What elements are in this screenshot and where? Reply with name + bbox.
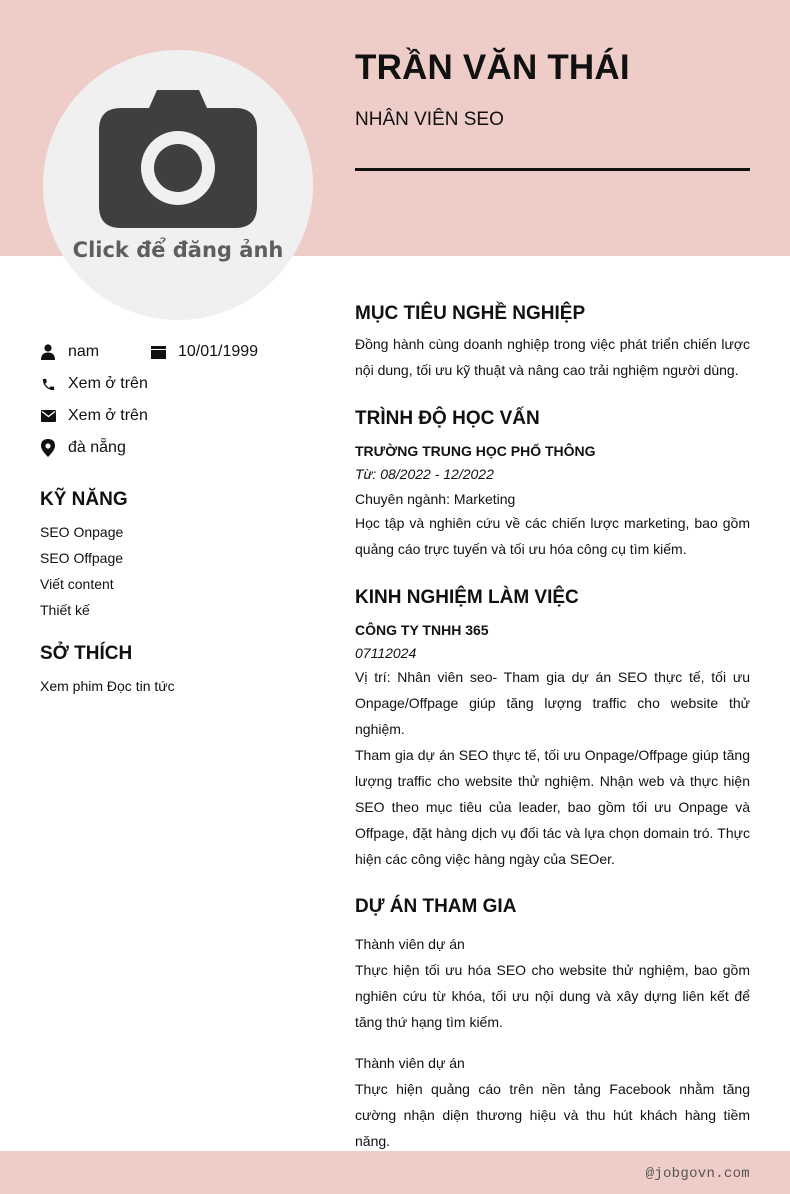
email-value: Xem ở trên xyxy=(68,407,148,424)
contact-gender xyxy=(40,343,99,361)
camera-icon xyxy=(97,88,259,230)
hobbies-heading: SỞ THÍCH xyxy=(40,643,133,664)
education-period: Từ: 08/2022 - 12/2022 xyxy=(355,466,494,482)
birthday-value: 10/01/1999 xyxy=(178,343,259,360)
education-major: Chuyên ngành: Marketing xyxy=(355,491,516,507)
hobbies-text: Xem phim Đọc tin tức xyxy=(40,678,175,694)
candidate-name: TRẦN VĂN THÁI xyxy=(355,48,630,87)
contact-phone xyxy=(40,375,148,393)
project-role: Thành viên dự án xyxy=(355,936,465,952)
contact-email xyxy=(40,407,148,425)
skill-item: Thiết kế xyxy=(40,602,90,618)
location-pin-icon xyxy=(40,440,56,456)
address-value: đà nẵng xyxy=(68,439,126,456)
title-divider xyxy=(355,168,750,171)
projects-section xyxy=(355,896,750,1154)
phone-icon xyxy=(40,376,56,392)
skill-item: Viết content xyxy=(40,576,114,592)
objective-section xyxy=(355,303,750,383)
experience-period: 07112024 xyxy=(355,645,417,661)
experience-heading: KINH NGHIỆM LÀM VIỆC xyxy=(355,587,579,608)
person-icon xyxy=(40,344,56,360)
education-section xyxy=(355,408,750,562)
experience-position: Vị trí: Nhân viên seo- Tham gia dự án SEO thực tế, tối ưu Onpage/Offpage giúp tăng lượng traffic cho website thử nghiệm. xyxy=(355,669,750,737)
project-description: Thực hiện tối ưu hóa SEO cho website thử nghiệm, bao gồm nghiên cứu từ khóa, tối ưu nội dung và xây dựng liên kết để tăng thứ hạng tìm kiếm. xyxy=(355,962,750,1030)
calendar-icon xyxy=(150,344,166,360)
projects-heading: DỰ ÁN THAM GIA xyxy=(355,896,517,917)
objective-text: Đồng hành cùng doanh nghiệp trong việc phát triển chiến lược nội dung, tối ưu kỹ thuật và nâng cao trải nghiệm người dùng. xyxy=(355,336,750,378)
skill-item: SEO Onpage xyxy=(40,524,124,540)
education-heading: TRÌNH ĐỘ HỌC VẤN xyxy=(355,408,540,429)
company-name: CÔNG TY TNHH 365 xyxy=(355,622,489,638)
avatar-upload[interactable] xyxy=(43,50,313,320)
contact-address xyxy=(40,439,126,457)
experience-section xyxy=(355,587,750,872)
job-title: NHÂN VIÊN SEO xyxy=(355,109,504,130)
experience-description: Tham gia dự án SEO thực tế, tối ưu Onpage/Offpage giúp tăng lượng traffic cho website thử nghiệm. Nhận web và thực hiện SEO theo mục tiêu của leader, bao gồm tối ưu Onpage và Offpage, đặt hàng dịch vụ đối tác và lựa chọn domain tró. Thực hiện các công việc hàng ngày của SEOer. xyxy=(355,747,750,867)
skills-heading: KỸ NĂNG xyxy=(40,489,128,510)
envelope-icon xyxy=(40,408,56,424)
skill-item: SEO Offpage xyxy=(40,550,124,566)
gender-value: nam xyxy=(68,343,100,360)
education-description: Học tập và nghiên cứu về các chiến lược marketing, bao gồm quảng cáo trực tuyến và tối ưu hóa công cụ tìm kiếm. xyxy=(355,515,750,557)
footer-watermark: @jobgovn.com xyxy=(645,1166,750,1182)
project-role: Thành viên dự án xyxy=(355,1055,465,1071)
contact-birthday xyxy=(150,343,258,361)
phone-value: Xem ở trên xyxy=(68,375,148,392)
school-name: TRƯỜNG TRUNG HỌC PHỔ THÔNG xyxy=(355,443,596,459)
footer-band xyxy=(0,1151,790,1194)
objective-heading: MỤC TIÊU NGHỀ NGHIỆP xyxy=(355,303,586,324)
project-description: Thực hiện quảng cáo trên nền tảng Facebook nhằm tăng cường nhận diện thương hiệu và thu hút khách hàng tiềm năng. xyxy=(355,1081,750,1149)
avatar-upload-label: Click để đăng ảnh xyxy=(72,238,284,262)
